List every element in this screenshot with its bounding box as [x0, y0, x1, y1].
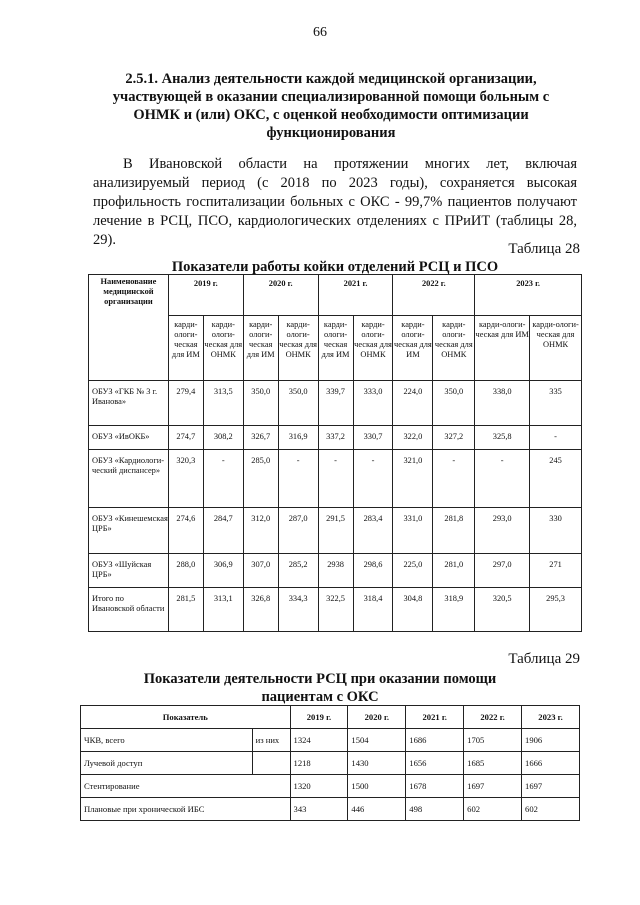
indicator-column-header: Показатель	[81, 706, 291, 729]
table-cell: 283,4	[353, 508, 393, 554]
table-cell: 312,0	[243, 508, 278, 554]
table-cell: 2938	[318, 554, 353, 588]
table-28	[88, 274, 582, 632]
table-cell: 327,2	[433, 426, 475, 450]
table-cell: 1666	[522, 752, 580, 775]
table-row	[89, 508, 582, 554]
table-cell: 1430	[348, 752, 406, 775]
table-29	[80, 705, 580, 821]
table-row	[81, 798, 580, 821]
table-cell: 343	[290, 798, 348, 821]
bed-type-header: карди-ологи-ческая для ИМ	[168, 316, 203, 381]
table-total-row	[89, 588, 582, 632]
table-cell: 322,5	[318, 588, 353, 632]
table-cell: 1685	[464, 752, 522, 775]
table-cell: 1678	[406, 775, 464, 798]
table-cell: 334,3	[278, 588, 318, 632]
table-28-year-row	[89, 275, 582, 316]
bed-type-header: карди-ологи-ческая для ОНМК	[433, 316, 475, 381]
table-cell: -	[475, 450, 530, 508]
org-name: ОБУЗ «ГКБ № 3 г. Иванова»	[89, 381, 169, 426]
table-cell: 338,0	[475, 381, 530, 426]
table-cell: 293,0	[475, 508, 530, 554]
table-cell: 288,0	[168, 554, 203, 588]
table-cell: 297,0	[475, 554, 530, 588]
table-cell: 313,1	[203, 588, 243, 632]
table-row	[89, 450, 582, 508]
table-cell: 350,0	[243, 381, 278, 426]
indicator-note	[252, 752, 290, 775]
table-cell: -	[203, 450, 243, 508]
table-cell: 602	[464, 798, 522, 821]
org-name: ОБУЗ «Шуйская ЦРБ»	[89, 554, 169, 588]
table-cell: 339,7	[318, 381, 353, 426]
table-cell: 322,0	[393, 426, 433, 450]
table-28-title: Показатели работы койки отделений РСЦ и ПСО	[171, 259, 499, 275]
year-header: 2021 г.	[318, 275, 393, 316]
org-name: ОБУЗ «ИвОКБ»	[89, 426, 169, 450]
bed-type-header: карди-ологи-ческая для ОНМК	[203, 316, 243, 381]
year-header: 2020 г.	[243, 275, 318, 316]
table-cell: 285,0	[243, 450, 278, 508]
table-cell: 298,6	[353, 554, 393, 588]
table-cell: 1697	[464, 775, 522, 798]
table-cell: -	[278, 450, 318, 508]
table-cell: 308,2	[203, 426, 243, 450]
table-cell: 337,2	[318, 426, 353, 450]
indicator-name: Стентирование	[81, 775, 291, 798]
year-header: 2022 г.	[464, 706, 522, 729]
year-header: 2020 г.	[348, 706, 406, 729]
org-name: ОБУЗ «Кинешемская ЦРБ»	[89, 508, 169, 554]
table-29-title: Показатели деятельности РСЦ при оказании помощи пациентам с ОКС	[143, 671, 497, 705]
indicator-name: ЧКВ, всего	[81, 729, 253, 752]
table-cell: 281,5	[168, 588, 203, 632]
bed-type-header: карди-ологи-ческая для ИМ	[243, 316, 278, 381]
table-cell: 313,5	[203, 381, 243, 426]
table-cell: -	[353, 450, 393, 508]
table-29-header-row	[81, 706, 580, 729]
bed-type-header: карди-ологи-ческая для ОНМК	[353, 316, 393, 381]
table-cell: 1697	[522, 775, 580, 798]
table-cell: 287,0	[278, 508, 318, 554]
table-cell: 330	[530, 508, 582, 554]
table-cell: 1686	[406, 729, 464, 752]
table-cell: 331,0	[393, 508, 433, 554]
bed-type-header: карди-ологи-ческая для ОНМК	[530, 316, 582, 381]
table-cell: 1504	[348, 729, 406, 752]
table-cell: 602	[522, 798, 580, 821]
table-row	[89, 554, 582, 588]
bed-type-header: карди-ологи-ческая для ИМ	[318, 316, 353, 381]
bed-type-header: карди-ологи-ческая для ИМ	[393, 316, 433, 381]
table-row	[81, 775, 580, 798]
table-row	[81, 752, 580, 775]
table-cell: 350,0	[278, 381, 318, 426]
table-cell: 274,6	[168, 508, 203, 554]
table-cell: 320,5	[475, 588, 530, 632]
page-number: 66	[313, 25, 327, 40]
year-header: 2023 г.	[522, 706, 580, 729]
table-cell: 281,8	[433, 508, 475, 554]
table-28-caption: Таблица 28	[508, 241, 580, 257]
table-cell: 291,5	[318, 508, 353, 554]
indicator-name: Плановые при хронической ИБС	[81, 798, 291, 821]
table-cell: 1218	[290, 752, 348, 775]
table-cell: -	[318, 450, 353, 508]
table-cell: 333,0	[353, 381, 393, 426]
table-cell: 1656	[406, 752, 464, 775]
table-cell: 245	[530, 450, 582, 508]
table-cell: 335	[530, 381, 582, 426]
table-cell: 279,4	[168, 381, 203, 426]
intro-paragraph: В Ивановской области на протяжении многих лет, включая анализируемый период (с 2018 по 2023 годы), сохраняется высокая профильность госпитализации больных с ОКС - 99,7% пациентов получают лечение в РСЦ, ПСО, кардиологических отделениях с ПРиИТ (таблицы 28, 29).	[93, 156, 577, 248]
table-cell: 304,8	[393, 588, 433, 632]
table-cell: 1320	[290, 775, 348, 798]
year-header: 2022 г.	[393, 275, 475, 316]
table-cell: 318,4	[353, 588, 393, 632]
table-cell: 350,0	[433, 381, 475, 426]
table-cell: 1324	[290, 729, 348, 752]
indicator-note: из них	[252, 729, 290, 752]
table-cell: 281,0	[433, 554, 475, 588]
table-cell: 1500	[348, 775, 406, 798]
table-cell: 1906	[522, 729, 580, 752]
bed-type-header: карди-ологи-ческая для ИМ	[475, 316, 530, 381]
table-cell: 284,7	[203, 508, 243, 554]
table-cell: 271	[530, 554, 582, 588]
table-cell: -	[433, 450, 475, 508]
year-header: 2019 г.	[290, 706, 348, 729]
bed-type-header: карди-ологи-ческая для ОНМК	[278, 316, 318, 381]
table-cell: 225,0	[393, 554, 433, 588]
year-header: 2021 г.	[406, 706, 464, 729]
table-cell: 498	[406, 798, 464, 821]
table-cell: 307,0	[243, 554, 278, 588]
org-column-header: Наименование медицинской организации	[89, 275, 169, 381]
table-row	[81, 729, 580, 752]
org-name: ОБУЗ «Кардиологи-ческий диспансер»	[89, 450, 169, 508]
table-cell: 446	[348, 798, 406, 821]
table-cell: 320,3	[168, 450, 203, 508]
year-header: 2019 г.	[168, 275, 243, 316]
table-cell: 224,0	[393, 381, 433, 426]
table-cell: 1705	[464, 729, 522, 752]
table-cell: -	[530, 426, 582, 450]
org-name: Итого по Ивановской области	[89, 588, 169, 632]
table-cell: 306,9	[203, 554, 243, 588]
year-header: 2023 г.	[475, 275, 582, 316]
table-cell: 326,8	[243, 588, 278, 632]
table-cell: 295,3	[530, 588, 582, 632]
table-cell: 285,2	[278, 554, 318, 588]
table-29-caption: Таблица 29	[508, 651, 580, 667]
table-cell: 325,8	[475, 426, 530, 450]
table-row	[89, 381, 582, 426]
section-heading: 2.5.1. Анализ деятельности каждой медицинской организации, участвующей в оказании специализированной помощи больным с ОНМК и (или) ОКС, с оценкой необходимости оптимизации функционирования	[112, 71, 550, 141]
table-cell: 330,7	[353, 426, 393, 450]
table-cell: 274,7	[168, 426, 203, 450]
table-cell: 318,9	[433, 588, 475, 632]
table-row	[89, 426, 582, 450]
table-cell: 321,0	[393, 450, 433, 508]
table-cell: 326,7	[243, 426, 278, 450]
indicator-name: Лучевой доступ	[81, 752, 253, 775]
table-cell: 316,9	[278, 426, 318, 450]
